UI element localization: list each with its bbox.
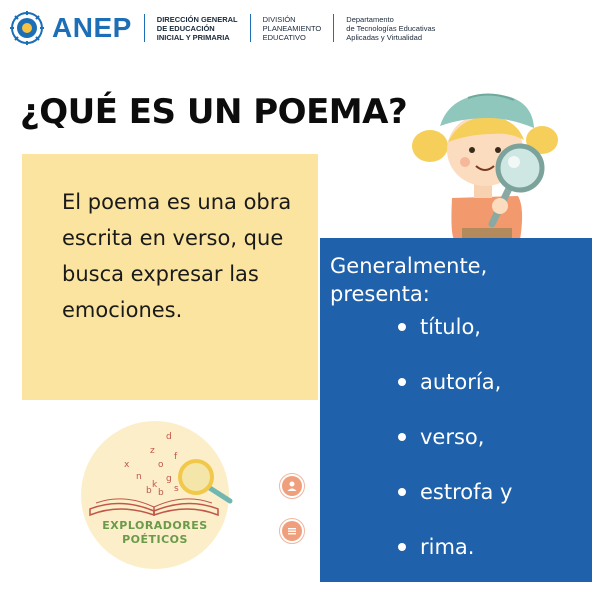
- floating-letter: n: [136, 472, 142, 482]
- page-title: ¿QUÉ ES UN POEMA?: [20, 92, 408, 132]
- menu-button-inner: [282, 521, 302, 541]
- exploradores-poeticos-badge: [70, 415, 240, 575]
- org-primary-line: DE EDUCACIÓN: [156, 23, 215, 33]
- bullet-icon: [398, 433, 406, 441]
- floating-letter: z: [150, 446, 155, 456]
- list-item: [398, 314, 512, 369]
- menu-button[interactable]: [279, 518, 305, 544]
- features-intro-line: Generalmente,: [330, 254, 488, 278]
- list-item-label: rima.: [420, 535, 475, 559]
- user-icon: [286, 480, 298, 492]
- bullet-icon: [398, 488, 406, 496]
- floating-letter: o: [158, 460, 164, 470]
- bullet-icon: [398, 543, 406, 551]
- features-list: [398, 314, 512, 589]
- profile-button[interactable]: [279, 473, 305, 499]
- features-intro-line: presenta:: [330, 282, 430, 306]
- list-item: [398, 479, 512, 534]
- org-primary-line: DIRECCIÓN GENERAL: [156, 14, 238, 24]
- definition-line: emociones.: [62, 298, 183, 322]
- definition-text: [62, 184, 312, 328]
- girl-with-magnifier-illustration: [410, 88, 560, 240]
- list-item-label: autoría,: [420, 370, 502, 394]
- floating-letter: d: [166, 432, 172, 442]
- org-department-line: de Tecnologías Educativas: [346, 23, 436, 33]
- org-department-line: Aplicadas y Virtualidad: [346, 32, 423, 42]
- features-intro: [330, 252, 530, 308]
- list-item: [398, 534, 512, 589]
- org-primary-line: INICIAL Y PRIMARIA: [156, 32, 230, 42]
- list-item-label: verso,: [420, 425, 485, 449]
- header-divider: [250, 14, 251, 42]
- bullet-icon: [398, 323, 406, 331]
- menu-icon: [286, 525, 298, 537]
- org-division-line: EDUCATIVO: [262, 32, 306, 42]
- org-division-line: PLANEAMIENTO: [262, 23, 322, 33]
- floating-letter: b: [158, 488, 164, 498]
- org-primary: [157, 15, 238, 42]
- floating-letter: x: [124, 460, 130, 470]
- floating-letter: s: [174, 484, 179, 494]
- definition-line: busca expresar las: [62, 262, 259, 286]
- org-department: [346, 15, 435, 42]
- badge-title-line: EXPLORADORES: [102, 519, 208, 532]
- list-item: [398, 369, 512, 424]
- badge-title-line: POÉTICOS: [122, 533, 188, 546]
- profile-button-inner: [282, 476, 302, 496]
- org-division-line: DIVISIÓN: [262, 14, 296, 24]
- bullet-icon: [398, 378, 406, 386]
- anep-logo: ANEP: [52, 12, 132, 43]
- features-card: [320, 238, 592, 582]
- header-divider: [144, 14, 145, 42]
- floating-letter: k: [152, 480, 158, 490]
- org-department-line: Departamento: [346, 14, 394, 24]
- floating-letter: b: [146, 486, 152, 496]
- header-divider: [333, 14, 334, 42]
- list-item: [398, 424, 512, 479]
- header: [10, 8, 590, 48]
- floating-letter: f: [174, 452, 178, 462]
- anep-emblem-icon: [10, 11, 44, 45]
- list-item-label: título,: [420, 315, 481, 339]
- floating-letter: g: [166, 474, 172, 484]
- definition-line: escrita en verso, que: [62, 226, 284, 250]
- list-item-label: estrofa y: [420, 480, 513, 504]
- org-division: [263, 15, 322, 42]
- definition-line: El poema es una obra: [62, 190, 292, 214]
- definition-card: [22, 154, 318, 400]
- open-book-magnifier-icon: [70, 415, 240, 575]
